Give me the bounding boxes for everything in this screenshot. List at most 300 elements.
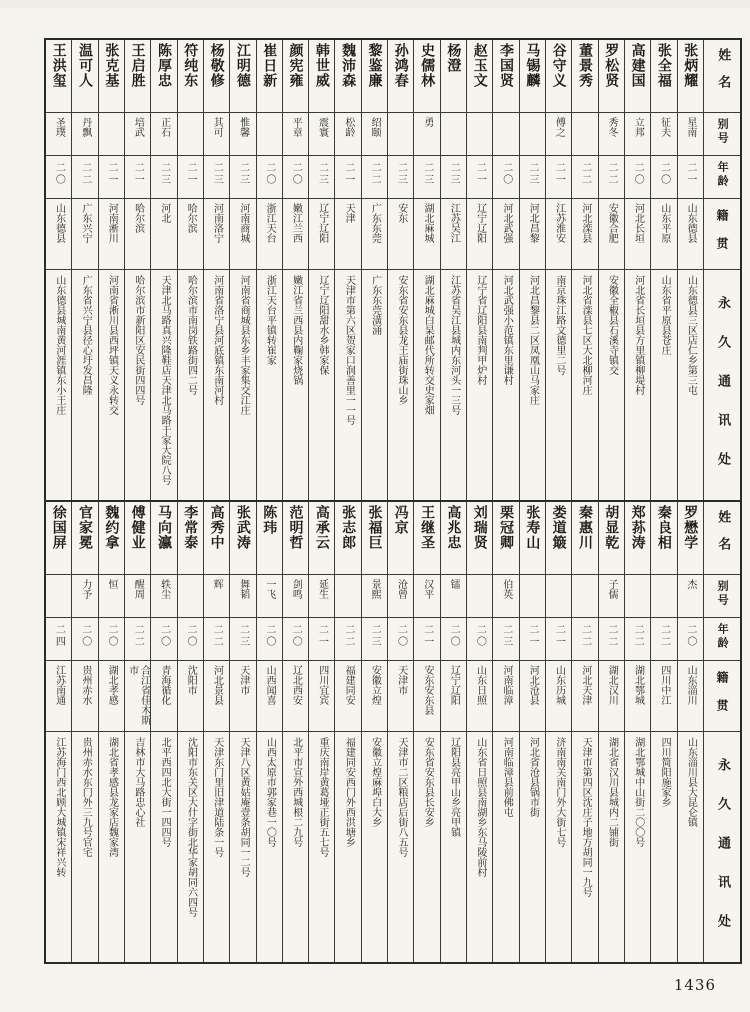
person-column (309, 40, 335, 500)
alias-cell (599, 575, 624, 618)
person-column (493, 40, 519, 500)
address-cell (125, 732, 150, 962)
age-cell (572, 156, 597, 199)
native-place-cell (99, 199, 124, 270)
name-cell (125, 502, 150, 575)
name-cell (335, 40, 360, 113)
alias-cell (493, 113, 518, 156)
address-cell (72, 732, 97, 962)
person-native-place: 沈阳市 (185, 665, 197, 695)
person-age: 二二 (605, 624, 617, 648)
age-cell (72, 618, 97, 661)
person-native-place: 河南淅川 (106, 203, 118, 243)
name-cell (204, 40, 229, 113)
person-native-place: 四川宜宾 (316, 665, 328, 705)
person-age: 二一 (684, 162, 696, 186)
age-cell (572, 618, 597, 661)
address-cell (178, 732, 203, 962)
age-cell (99, 618, 124, 661)
age-cell (283, 618, 308, 661)
address-cell (151, 270, 176, 500)
person-address: 湖北麻城白杲邮代所转交史家畑 (422, 275, 434, 415)
scan-edge (0, 0, 750, 8)
age-cell (388, 156, 413, 199)
native-place-cell (46, 661, 71, 732)
name-cell (520, 40, 545, 113)
person-alias: 轶尘 (158, 579, 170, 599)
native-place-cell (625, 661, 650, 732)
address-cell (546, 270, 571, 500)
person-address: 江苏省吴江县城内东河头一三号 (448, 275, 460, 415)
age-cell (151, 156, 176, 199)
person-column (599, 502, 625, 962)
address-cell (283, 270, 308, 500)
person-column (230, 40, 256, 500)
person-address: 河南省洛宁县河底镇东南河村 (211, 275, 223, 405)
native-place-cell (257, 199, 282, 270)
person-address: 福建同安西门外西洪塘乡 (343, 737, 355, 847)
person-native-place: 湖北麻城 (422, 203, 434, 243)
person-alias: 力予 (79, 579, 91, 599)
person-address: 江苏海门西北顾大城镇宋祥兴转 (53, 737, 65, 877)
person-age: 二〇 (395, 624, 407, 648)
person-address: 河南临漳县前佛屯 (501, 737, 513, 817)
native-place-cell (546, 199, 571, 270)
person-address: 河北省沧县锅市街 (527, 737, 539, 817)
person-alias: 立邦 (632, 117, 644, 137)
person-column (257, 40, 283, 500)
alias-cell (441, 575, 466, 618)
age-cell (99, 156, 124, 199)
name-cell (335, 502, 360, 575)
person-alias: 勇 (421, 117, 433, 127)
alias-cell (414, 575, 439, 618)
address-cell (493, 732, 518, 962)
person-native-place: 山东淄川 (685, 665, 697, 705)
person-column (72, 502, 98, 962)
person-name: 杨敬修 (208, 43, 225, 88)
native-place-cell (178, 661, 203, 732)
person-name: 董景秀 (576, 43, 593, 88)
person-address: 辽宁省辽阳县南判甲炉村 (474, 275, 486, 385)
native-place-cell (99, 661, 124, 732)
person-address: 浙江天台平镇转崔家 (264, 275, 276, 365)
person-column (572, 502, 598, 962)
person-name: 张志郎 (340, 505, 357, 550)
name-cell (204, 502, 229, 575)
person-native-place: 湖北汉川 (606, 665, 618, 705)
person-column (625, 502, 651, 962)
person-name: 李国贤 (498, 43, 515, 88)
header-name (704, 40, 740, 113)
header-name (704, 502, 740, 575)
native-place-cell (651, 199, 676, 270)
native-place-cell (309, 661, 334, 732)
person-name: 张福巨 (366, 505, 383, 550)
person-address: 广东东莞潢涌 (369, 275, 381, 335)
person-name: 栗冠卿 (498, 505, 515, 550)
alias-cell (309, 575, 334, 618)
name-cell (520, 502, 545, 575)
person-name: 杨澄 (445, 43, 462, 73)
person-alias: 丹飘 (79, 117, 91, 137)
native-place-cell (72, 661, 97, 732)
alias-cell (230, 113, 255, 156)
person-alias: 舞韬 (237, 579, 249, 599)
age-cell (257, 156, 282, 199)
person-column (99, 502, 125, 962)
native-place-cell (388, 199, 413, 270)
person-native-place: 贵州赤水 (79, 665, 91, 705)
person-native-place: 湖北鄂城 (632, 665, 644, 705)
age-cell (599, 156, 624, 199)
age-cell (362, 156, 387, 199)
person-name: 颜宪雍 (287, 43, 304, 88)
person-name: 马向瀛 (155, 505, 172, 550)
name-cell (414, 40, 439, 113)
person-name: 张寿山 (524, 505, 541, 550)
alias-cell (467, 113, 492, 156)
person-name: 王启胜 (129, 43, 146, 88)
page-number: 1436 (673, 976, 716, 994)
person-name: 高建国 (629, 43, 646, 88)
age-cell (388, 618, 413, 661)
person-native-place: 哈尔滨 (132, 203, 144, 233)
person-name: 符纯东 (182, 43, 199, 88)
person-age: 二三 (448, 162, 460, 186)
person-name: 高秀中 (208, 505, 225, 550)
address-cell (230, 732, 255, 962)
person-name: 胡显乾 (603, 505, 620, 550)
person-name: 张全福 (655, 43, 672, 88)
name-cell (651, 502, 676, 575)
age-cell (625, 618, 650, 661)
name-cell (362, 502, 387, 575)
person-address: 辽宁辽阳甜水乡韩家保 (317, 275, 329, 375)
age-cell (414, 156, 439, 199)
person-native-place: 安徽立煌 (369, 665, 381, 705)
person-column (46, 502, 72, 962)
person-column (178, 502, 204, 962)
person-alias: 恒 (106, 579, 118, 589)
person-age: 二〇 (184, 624, 196, 648)
person-native-place: 湖北孝感 (106, 665, 118, 705)
person-native-place: 河北滦县 (579, 203, 591, 243)
person-name: 陈玮 (261, 505, 278, 535)
native-place-cell (625, 199, 650, 270)
name-cell (678, 502, 703, 575)
age-cell (651, 156, 676, 199)
address-cell (546, 732, 571, 962)
age-cell (651, 618, 676, 661)
person-age: 二〇 (158, 624, 170, 648)
person-native-place: 四川中江 (658, 665, 670, 705)
person-alias: 平章 (290, 117, 302, 137)
person-name: 张武涛 (234, 505, 251, 550)
person-name: 崔日新 (261, 43, 278, 88)
address-cell (599, 270, 624, 500)
age-cell (309, 156, 334, 199)
person-native-place: 辽北西安 (290, 665, 302, 705)
person-age: 二二 (79, 162, 91, 186)
name-cell (493, 40, 518, 113)
address-cell (125, 270, 150, 500)
native-place-cell (467, 661, 492, 732)
person-age: 二三 (316, 162, 328, 186)
person-age: 二四 (53, 624, 65, 648)
address-cell (99, 270, 124, 500)
person-column (546, 502, 572, 962)
person-address: 天津市第六区贺家口润善里一一号 (343, 275, 355, 425)
person-name: 韩世威 (313, 43, 330, 88)
person-age: 二三 (211, 162, 223, 186)
person-native-place: 河北天津 (579, 665, 591, 705)
person-column (283, 40, 309, 500)
person-name: 范明哲 (287, 505, 304, 550)
address-cell (678, 270, 703, 500)
person-name: 史儒林 (419, 43, 436, 88)
alias-cell (46, 575, 71, 618)
person-alias: 星南 (684, 117, 696, 137)
person-alias: 其可 (211, 117, 223, 137)
person-native-place: 河北沧县 (527, 665, 539, 705)
age-cell (178, 156, 203, 199)
native-place-cell (599, 661, 624, 732)
name-cell (309, 502, 334, 575)
address-cell (625, 270, 650, 500)
alias-cell (678, 113, 703, 156)
age-cell (441, 618, 466, 661)
person-column (546, 40, 572, 500)
person-name: 秦惠川 (576, 505, 593, 550)
native-place-cell (520, 199, 545, 270)
person-column (99, 40, 125, 500)
header-native (704, 199, 740, 270)
person-column (388, 502, 414, 962)
person-column (599, 40, 625, 500)
person-native-place: 河北景县 (211, 665, 223, 705)
address-cell (257, 270, 282, 500)
person-alias: 子儒 (605, 579, 617, 599)
person-alias: 剑鸣 (290, 579, 302, 599)
person-address: 河北昌黎县二区凤凰山马家庄 (527, 275, 539, 405)
person-age: 二〇 (684, 624, 696, 648)
person-column (414, 40, 440, 500)
alias-cell (46, 113, 71, 156)
name-cell (651, 40, 676, 113)
native-place-cell (678, 661, 703, 732)
person-native-place: 山东德县 (685, 203, 697, 243)
person-address: 河北省滦县七区大北柳河庄 (580, 275, 592, 395)
person-age: 二〇 (263, 624, 275, 648)
person-address: 天津东门里旧津道陆条一号 (211, 737, 223, 857)
alias-cell (441, 113, 466, 156)
person-name: 高承云 (313, 505, 330, 550)
address-cell (46, 732, 71, 962)
person-address: 天津八区黄姑庵壹条胡同一二号 (238, 737, 250, 877)
person-column (230, 502, 256, 962)
person-column (572, 40, 598, 500)
name-cell (99, 502, 124, 575)
person-name: 罗懋学 (682, 505, 699, 550)
person-address: 山西太原市郭家巷一〇号 (264, 737, 276, 847)
person-name: 赵玉文 (471, 43, 488, 88)
address-cell (72, 270, 97, 500)
address-cell (335, 732, 360, 962)
person-address: 河北武强小范镇东里谦村 (501, 275, 513, 385)
name-cell (572, 40, 597, 113)
person-age: 二二 (342, 624, 354, 648)
native-place-cell (204, 199, 229, 270)
alias-cell (388, 575, 413, 618)
header-alias-label: 别号 (716, 118, 730, 146)
person-address: 山东德县城南黄河涯镇东小王庄 (53, 275, 65, 415)
address-cell (599, 732, 624, 962)
alias-cell (309, 113, 334, 156)
person-column (362, 40, 388, 500)
person-alias: 伯英 (500, 579, 512, 599)
address-cell (414, 270, 439, 500)
header-native-label: 籍贯 (715, 209, 729, 265)
person-address: 嫩江省兰西县内鞠家烧锅 (290, 275, 302, 385)
native-place-cell (335, 199, 360, 270)
person-age: 二三 (237, 162, 249, 186)
age-cell (467, 156, 492, 199)
alias-cell (99, 113, 124, 156)
person-name: 张炳耀 (682, 43, 699, 88)
person-native-place: 辽宁辽阳 (474, 203, 486, 243)
person-age: 二〇 (658, 162, 670, 186)
address-cell (493, 270, 518, 500)
name-cell (678, 40, 703, 113)
address-cell (572, 270, 597, 500)
person-alias: 震寰 (316, 117, 328, 137)
address-cell (651, 732, 676, 962)
person-name: 温可人 (77, 43, 94, 88)
address-cell (572, 732, 597, 962)
person-age: 二〇 (106, 624, 118, 648)
native-place-cell (230, 661, 255, 732)
age-cell (493, 618, 518, 661)
person-column (520, 40, 546, 500)
native-place-cell (362, 661, 387, 732)
person-native-place: 安东安东县 (422, 665, 434, 715)
native-place-cell (546, 661, 571, 732)
alias-cell (178, 575, 203, 618)
native-place-cell (46, 199, 71, 270)
person-column (204, 502, 230, 962)
person-column (257, 502, 283, 962)
name-cell (599, 40, 624, 113)
person-address: 山东德县三区店仁乡第三屯 (685, 275, 697, 395)
person-address: 吉林市大马路忠心社 (132, 737, 144, 827)
person-native-place: 山西闻喜 (264, 665, 276, 705)
person-name: 刘瑞贤 (471, 505, 488, 550)
person-age: 二二 (658, 624, 670, 648)
native-place-cell (309, 199, 334, 270)
name-cell (467, 502, 492, 575)
person-address: 辽阳县亮甲山乡亮甲镇 (448, 737, 460, 837)
person-native-place: 合江省佳木斯市 (126, 665, 150, 725)
person-name: 徐国屏 (50, 505, 67, 550)
person-alias: 汉平 (421, 579, 433, 599)
person-alias: 醒周 (132, 579, 144, 599)
person-name: 孙鸿春 (392, 43, 409, 88)
person-column (72, 40, 98, 500)
person-name: 官家冕 (77, 505, 94, 550)
alias-cell (283, 113, 308, 156)
name-cell (546, 502, 571, 575)
address-cell (309, 270, 334, 500)
address-cell (151, 732, 176, 962)
person-alias: 正石 (158, 117, 170, 137)
header-native-label: 籍贯 (715, 671, 729, 727)
name-cell (178, 40, 203, 113)
alias-cell (151, 113, 176, 156)
person-name: 傅健业 (129, 505, 146, 550)
alias-cell (230, 575, 255, 618)
person-age: 二二 (211, 624, 223, 648)
age-cell (204, 618, 229, 661)
person-address: 哈尔滨市新阳区安民街四四号 (132, 275, 144, 405)
name-cell (625, 502, 650, 575)
age-cell (625, 156, 650, 199)
person-name: 娄道簸 (550, 505, 567, 550)
alias-cell (178, 113, 203, 156)
person-column (441, 502, 467, 962)
address-cell (204, 270, 229, 500)
person-column (467, 502, 493, 962)
alias-cell (72, 113, 97, 156)
address-cell (257, 732, 282, 962)
address-cell (230, 270, 255, 500)
alias-cell (651, 575, 676, 618)
header-address-label: 永久通讯处 (714, 296, 730, 491)
person-native-place: 山东日照 (474, 665, 486, 705)
name-cell (362, 40, 387, 113)
address-cell (467, 732, 492, 962)
name-cell (178, 502, 203, 575)
person-address: 湖北省孝感县龙家店魏家湾 (106, 737, 118, 857)
address-cell (362, 732, 387, 962)
native-place-cell (441, 661, 466, 732)
person-column (125, 502, 151, 962)
alias-cell (335, 113, 360, 156)
person-name: 罗松贤 (603, 43, 620, 88)
native-place-cell (414, 199, 439, 270)
name-cell (493, 502, 518, 575)
person-native-place: 福建同安 (343, 665, 355, 705)
age-cell (72, 156, 97, 199)
person-age: 二〇 (79, 624, 91, 648)
person-native-place: 辽宁辽阳 (448, 665, 460, 705)
name-cell (599, 502, 624, 575)
age-cell (46, 156, 71, 199)
person-alias: 沧曾 (395, 579, 407, 599)
native-place-cell (388, 661, 413, 732)
person-name: 高兆忠 (445, 505, 462, 550)
address-cell (520, 270, 545, 500)
native-place-cell (467, 199, 492, 270)
name-cell (572, 502, 597, 575)
native-place-cell (178, 199, 203, 270)
person-address: 沈阳市东关区大什字街北华家胡同六四号 (185, 737, 197, 917)
person-native-place: 河北长垣 (632, 203, 644, 243)
person-address: 湖北鄂城中山街二〇〇号 (632, 737, 644, 847)
person-native-place: 江苏南通 (53, 665, 65, 705)
name-cell (151, 502, 176, 575)
native-place-cell (125, 199, 150, 270)
